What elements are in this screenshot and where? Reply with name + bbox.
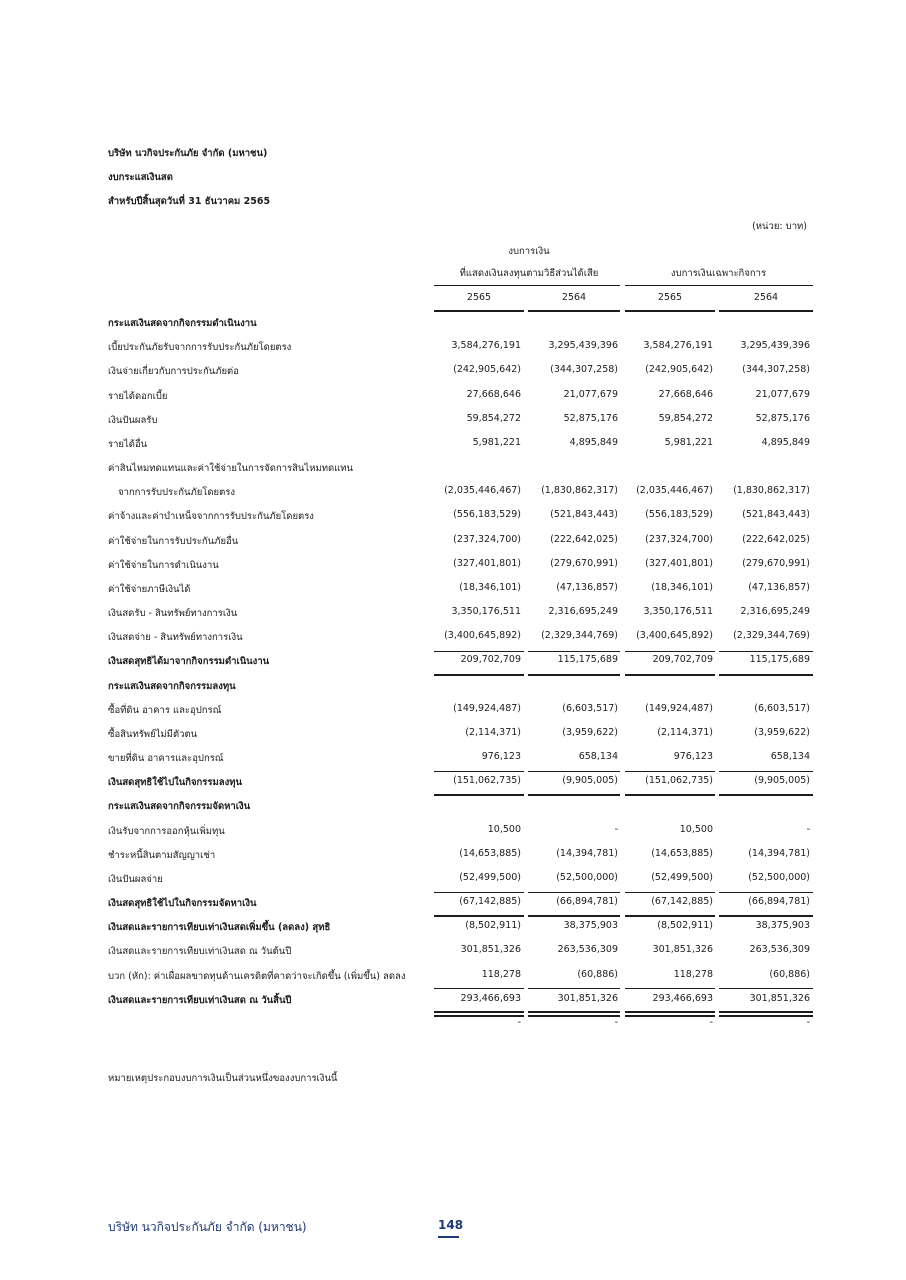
table-row [0, 703, 906, 727]
row-value: 10,500 [487, 823, 521, 835]
row-value: (327,401,801) [453, 557, 521, 569]
subtotal-rule [434, 892, 524, 893]
row-value: 115,175,689 [749, 654, 810, 666]
row-value: (52,499,500) [651, 871, 713, 883]
row-value: - [614, 823, 618, 835]
row-value: (3,400,645,892) [444, 630, 521, 642]
year-header: 2564 [753, 292, 779, 303]
table-row [0, 824, 906, 848]
row-value: (14,653,885) [459, 847, 521, 859]
unit-label: (หน่วย: บาท) [752, 221, 807, 232]
row-value: (66,894,781) [556, 896, 618, 908]
row-label: กระแสเงินสดจากกิจกรรมลงทุน [108, 680, 236, 692]
company-name: บริษัท นวกิจประกันภัย จำกัด (มหาชน) [108, 148, 268, 159]
row-label: ค่าใช้จ่ายในการดำเนินงาน [108, 559, 219, 571]
row-label: บวก (หัก): ค่าเผื่อผลขาดทุนด้านเครดิตที่คาดว่าจะเกิดขึ้น (เพิ่มขึ้น) ลดลง [108, 970, 406, 982]
total-rule [528, 915, 620, 917]
row-value: - [806, 1016, 810, 1028]
year-underline [528, 310, 620, 312]
row-value: (6,603,517) [562, 702, 618, 714]
table-row [0, 799, 906, 823]
row-value: (9,905,005) [562, 775, 618, 787]
table-row [0, 727, 906, 751]
subtotal-rule [434, 988, 524, 989]
row-label: รายได้อื่น [108, 438, 148, 450]
subtotal-rule [528, 892, 620, 893]
table-row [0, 340, 906, 364]
row-label: เงินรับจากการออกหุ้นเพิ่มทุน [108, 825, 225, 837]
row-value: (344,307,258) [742, 364, 810, 376]
column-group-1-line-2: ที่แสดงเงินลงทุนตามวิธีส่วนได้เสีย [459, 268, 599, 279]
row-value: - [517, 1016, 521, 1028]
table-row [0, 606, 906, 630]
row-value: (3,959,622) [562, 726, 618, 738]
row-value: - [614, 1016, 618, 1028]
row-value: 263,536,309 [557, 944, 618, 956]
row-value: (14,394,781) [556, 847, 618, 859]
row-value: (3,400,645,892) [636, 630, 713, 642]
row-label: ชำระหนี้สินตามสัญญาเช่า [108, 849, 216, 861]
subtotal-rule [625, 892, 715, 893]
total-rule [434, 794, 524, 796]
row-label: ค่าสินไหมทดแทนและค่าใช้จ่ายในการจัดการสินไหมทดแทน [108, 463, 354, 474]
total-rule [719, 674, 813, 676]
subtotal-rule [719, 771, 813, 772]
row-value: 115,175,689 [557, 654, 618, 666]
table-row [0, 679, 906, 703]
row-value: 118,278 [481, 968, 521, 980]
row-value: 21,077,679 [755, 388, 810, 400]
row-value: 3,584,276,191 [643, 340, 713, 352]
table-row [0, 389, 906, 413]
row-value: (3,959,622) [754, 726, 810, 738]
total-rule [625, 794, 715, 796]
row-value: (237,324,700) [453, 533, 521, 545]
row-label: เงินสดและรายการเทียบเท่าเงินสด ณ วันสิ้นปี [108, 994, 292, 1006]
row-value: 976,123 [673, 751, 713, 763]
table-row [0, 485, 906, 509]
total-rule [434, 915, 524, 917]
row-value: (2,329,344,769) [541, 630, 618, 642]
row-value: (8,502,911) [465, 920, 521, 932]
row-value: (556,183,529) [645, 509, 713, 521]
total-rule [719, 794, 813, 796]
row-value: (149,924,487) [453, 702, 521, 714]
table-row [0, 1017, 906, 1041]
row-value: (47,136,857) [748, 581, 810, 593]
row-value: (14,653,885) [651, 847, 713, 859]
row-value: (2,035,446,467) [636, 485, 713, 497]
table-row [0, 413, 906, 437]
row-label: จากการรับประกันภัยโดยตรง [118, 487, 236, 499]
row-value: - [709, 1016, 713, 1028]
total-rule [528, 1015, 620, 1017]
row-value: (60,886) [577, 968, 618, 980]
row-value: 3,350,176,511 [643, 606, 713, 617]
table-row [0, 316, 906, 340]
subtotal-rule [625, 988, 715, 989]
table-row [0, 582, 906, 606]
row-value: (327,401,801) [645, 557, 713, 569]
row-label: เงินสดและรายการเทียบเท่าเงินสด ณ วันต้นปี [108, 946, 292, 958]
total-rule [625, 1015, 715, 1017]
total-rule [528, 1011, 620, 1013]
group-1-underline [434, 285, 620, 286]
total-rule [719, 915, 813, 917]
row-label: เงินสดสุทธิใช้ไปในกิจกรรมลงทุน [108, 777, 242, 789]
row-value: 4,895,849 [761, 436, 810, 448]
row-value: 3,350,176,511 [451, 606, 521, 617]
row-label: เงินจ่ายเกี่ยวกับการประกันภัยต่อ [108, 366, 239, 378]
row-value: 118,278 [673, 968, 713, 980]
row-label: ซื้อที่ดิน อาคาร และอุปกรณ์ [108, 704, 222, 716]
row-label: เงินสดจ่าย - สินทรัพย์ทางการเงิน [108, 632, 243, 644]
row-value: 301,851,326 [460, 944, 521, 956]
total-rule [528, 674, 620, 676]
row-value: 263,536,309 [749, 944, 810, 956]
row-value: 21,077,679 [563, 388, 618, 400]
row-value: 2,316,695,249 [548, 606, 618, 617]
row-value: (344,307,258) [550, 364, 618, 376]
column-group-1-line-1: งบการเงิน [508, 246, 550, 257]
table-row [0, 920, 906, 944]
row-value: 301,851,326 [652, 944, 713, 956]
row-label: รายได้ดอกเบี้ย [108, 390, 168, 402]
year-underline [625, 310, 715, 312]
row-value: (151,062,735) [453, 775, 521, 787]
row-label: เงินสดและรายการเทียบเท่าเงินสดเพิ่มขึ้น (ลดลง) สุทธิ [108, 922, 331, 934]
row-label: เงินปันผลรับ [108, 414, 158, 426]
row-value: 27,668,646 [658, 388, 713, 400]
row-value: 301,851,326 [557, 992, 618, 1004]
row-value: (242,905,642) [453, 364, 521, 376]
row-value: 27,668,646 [466, 388, 521, 400]
row-label: ขายที่ดิน อาคารและอุปกรณ์ [108, 753, 224, 765]
row-value: 38,375,903 [755, 920, 810, 932]
row-value: (151,062,735) [645, 775, 713, 787]
row-value: (18,346,101) [459, 581, 521, 593]
total-rule [434, 1015, 524, 1017]
row-value: 209,702,709 [652, 654, 713, 666]
row-label: เงินสดสุทธิได้มาจากกิจกรรมดำเนินงาน [108, 656, 270, 668]
total-rule [625, 674, 715, 676]
subtotal-rule [528, 771, 620, 772]
year-underline [434, 310, 524, 312]
row-value: 59,854,272 [658, 412, 713, 424]
subtotal-rule [719, 651, 813, 652]
row-value: (52,500,000) [556, 871, 618, 883]
year-header: 2565 [657, 292, 683, 303]
row-label: กระแสเงินสดจากกิจกรรมจัดหาเงิน [108, 801, 251, 813]
row-value: 658,134 [578, 751, 618, 763]
row-value: (222,642,025) [742, 533, 810, 545]
row-value: (52,499,500) [459, 871, 521, 883]
row-value: 52,875,176 [755, 412, 810, 424]
footnote: หมายเหตุประกอบงบการเงินเป็นส่วนหนึ่งของงบการเงินนี้ [108, 1073, 338, 1084]
year-header: 2564 [561, 292, 587, 303]
total-rule [625, 1011, 715, 1013]
row-value: 2,316,695,249 [740, 606, 810, 617]
total-rule [434, 674, 524, 676]
row-value: (279,670,991) [550, 557, 618, 569]
total-rule [434, 1011, 524, 1013]
row-label: ค่าใช้จ่ายภาษีเงินได้ [108, 583, 191, 595]
row-value: (67,142,885) [459, 896, 521, 908]
row-value: 3,295,439,396 [740, 340, 810, 352]
row-value: (521,843,443) [742, 509, 810, 521]
row-value: 658,134 [770, 751, 810, 763]
row-value: (1,830,862,317) [733, 485, 810, 497]
row-value: 10,500 [679, 823, 713, 835]
subtotal-rule [528, 988, 620, 989]
row-value: 5,981,221 [472, 436, 521, 448]
row-value: (14,394,781) [748, 847, 810, 859]
row-value: (6,603,517) [754, 702, 810, 714]
row-label: เงินปันผลจ่าย [108, 873, 163, 885]
row-value: (67,142,885) [651, 896, 713, 908]
row-value: (47,136,857) [556, 581, 618, 593]
column-group-2: งบการเงินเฉพาะกิจการ [670, 268, 767, 279]
subtotal-rule [719, 892, 813, 893]
total-rule [625, 915, 715, 917]
row-value: (242,905,642) [645, 364, 713, 376]
row-value: (1,830,862,317) [541, 485, 618, 497]
footer-company: บริษัท นวกิจประกันภัย จำกัด (มหาชน) [108, 1220, 307, 1234]
row-value: 3,584,276,191 [451, 340, 521, 352]
row-value: 59,854,272 [466, 412, 521, 424]
row-label: ค่าจ้างและค่าบำเหน็จจากการรับประกันภัยโดยตรง [108, 511, 314, 523]
page-number: 148 [438, 1218, 464, 1232]
row-value: 4,895,849 [569, 436, 618, 448]
year-header: 2565 [466, 292, 492, 303]
row-value: 976,123 [481, 751, 521, 763]
group-2-underline [625, 285, 813, 286]
statement-title: งบกระแสเงินสด [108, 172, 173, 183]
row-label: กระแสเงินสดจากกิจกรรมดำเนินงาน [108, 318, 257, 329]
table-row [0, 848, 906, 872]
row-value: (556,183,529) [453, 509, 521, 521]
row-label: เงินสดสุทธิใช้ไปในกิจกรรมจัดหาเงิน [108, 898, 257, 910]
row-label: ค่าใช้จ่ายในการรับประกันภัยอื่น [108, 535, 239, 547]
table-row [0, 558, 906, 582]
row-label: เบี้ยประกันภัยรับจากการรับประกันภัยโดยตรง [108, 342, 292, 354]
row-value: (237,324,700) [645, 533, 713, 545]
year-underline [719, 310, 813, 312]
table-row [0, 509, 906, 533]
statement-period: สำหรับปีสิ้นสุดวันที่ 31 ธันวาคม 2565 [108, 196, 271, 207]
row-value: (8,502,911) [657, 920, 713, 932]
total-rule [719, 1011, 813, 1013]
subtotal-rule [434, 651, 524, 652]
row-value: (18,346,101) [651, 581, 713, 593]
subtotal-rule [719, 988, 813, 989]
row-label: ซื้อสินทรัพย์ไม่มีตัวตน [108, 728, 198, 740]
subtotal-rule [625, 651, 715, 652]
table-row [0, 437, 906, 461]
table-row [0, 461, 906, 485]
row-value: (66,894,781) [748, 896, 810, 908]
row-value: (222,642,025) [550, 533, 618, 545]
table-row [0, 364, 906, 388]
row-value: (2,114,371) [465, 726, 521, 738]
row-value: (60,886) [769, 968, 810, 980]
row-value: 52,875,176 [563, 412, 618, 424]
row-value: (2,329,344,769) [733, 630, 810, 642]
row-value: (2,114,371) [657, 726, 713, 738]
row-value: 5,981,221 [664, 436, 713, 448]
row-value: - [806, 823, 810, 835]
row-value: (9,905,005) [754, 775, 810, 787]
table-row [0, 534, 906, 558]
row-value: (149,924,487) [645, 702, 713, 714]
row-value: (52,500,000) [748, 871, 810, 883]
page-number-underline [438, 1236, 459, 1238]
table-row [0, 993, 906, 1017]
total-rule [719, 1015, 813, 1017]
row-value: 301,851,326 [749, 992, 810, 1004]
row-value: (521,843,443) [550, 509, 618, 521]
row-value: 209,702,709 [460, 654, 521, 666]
row-value: 38,375,903 [563, 920, 618, 932]
subtotal-rule [434, 771, 524, 772]
row-value: (279,670,991) [742, 557, 810, 569]
row-value: 3,295,439,396 [548, 340, 618, 352]
row-value: 293,466,693 [460, 992, 521, 1004]
row-label: เงินสดรับ - สินทรัพย์ทางการเงิน [108, 608, 238, 619]
row-value: 293,466,693 [652, 992, 713, 1004]
subtotal-rule [528, 651, 620, 652]
subtotal-rule [625, 771, 715, 772]
row-value: (2,035,446,467) [444, 485, 521, 497]
total-rule [528, 794, 620, 796]
table-row [0, 944, 906, 968]
